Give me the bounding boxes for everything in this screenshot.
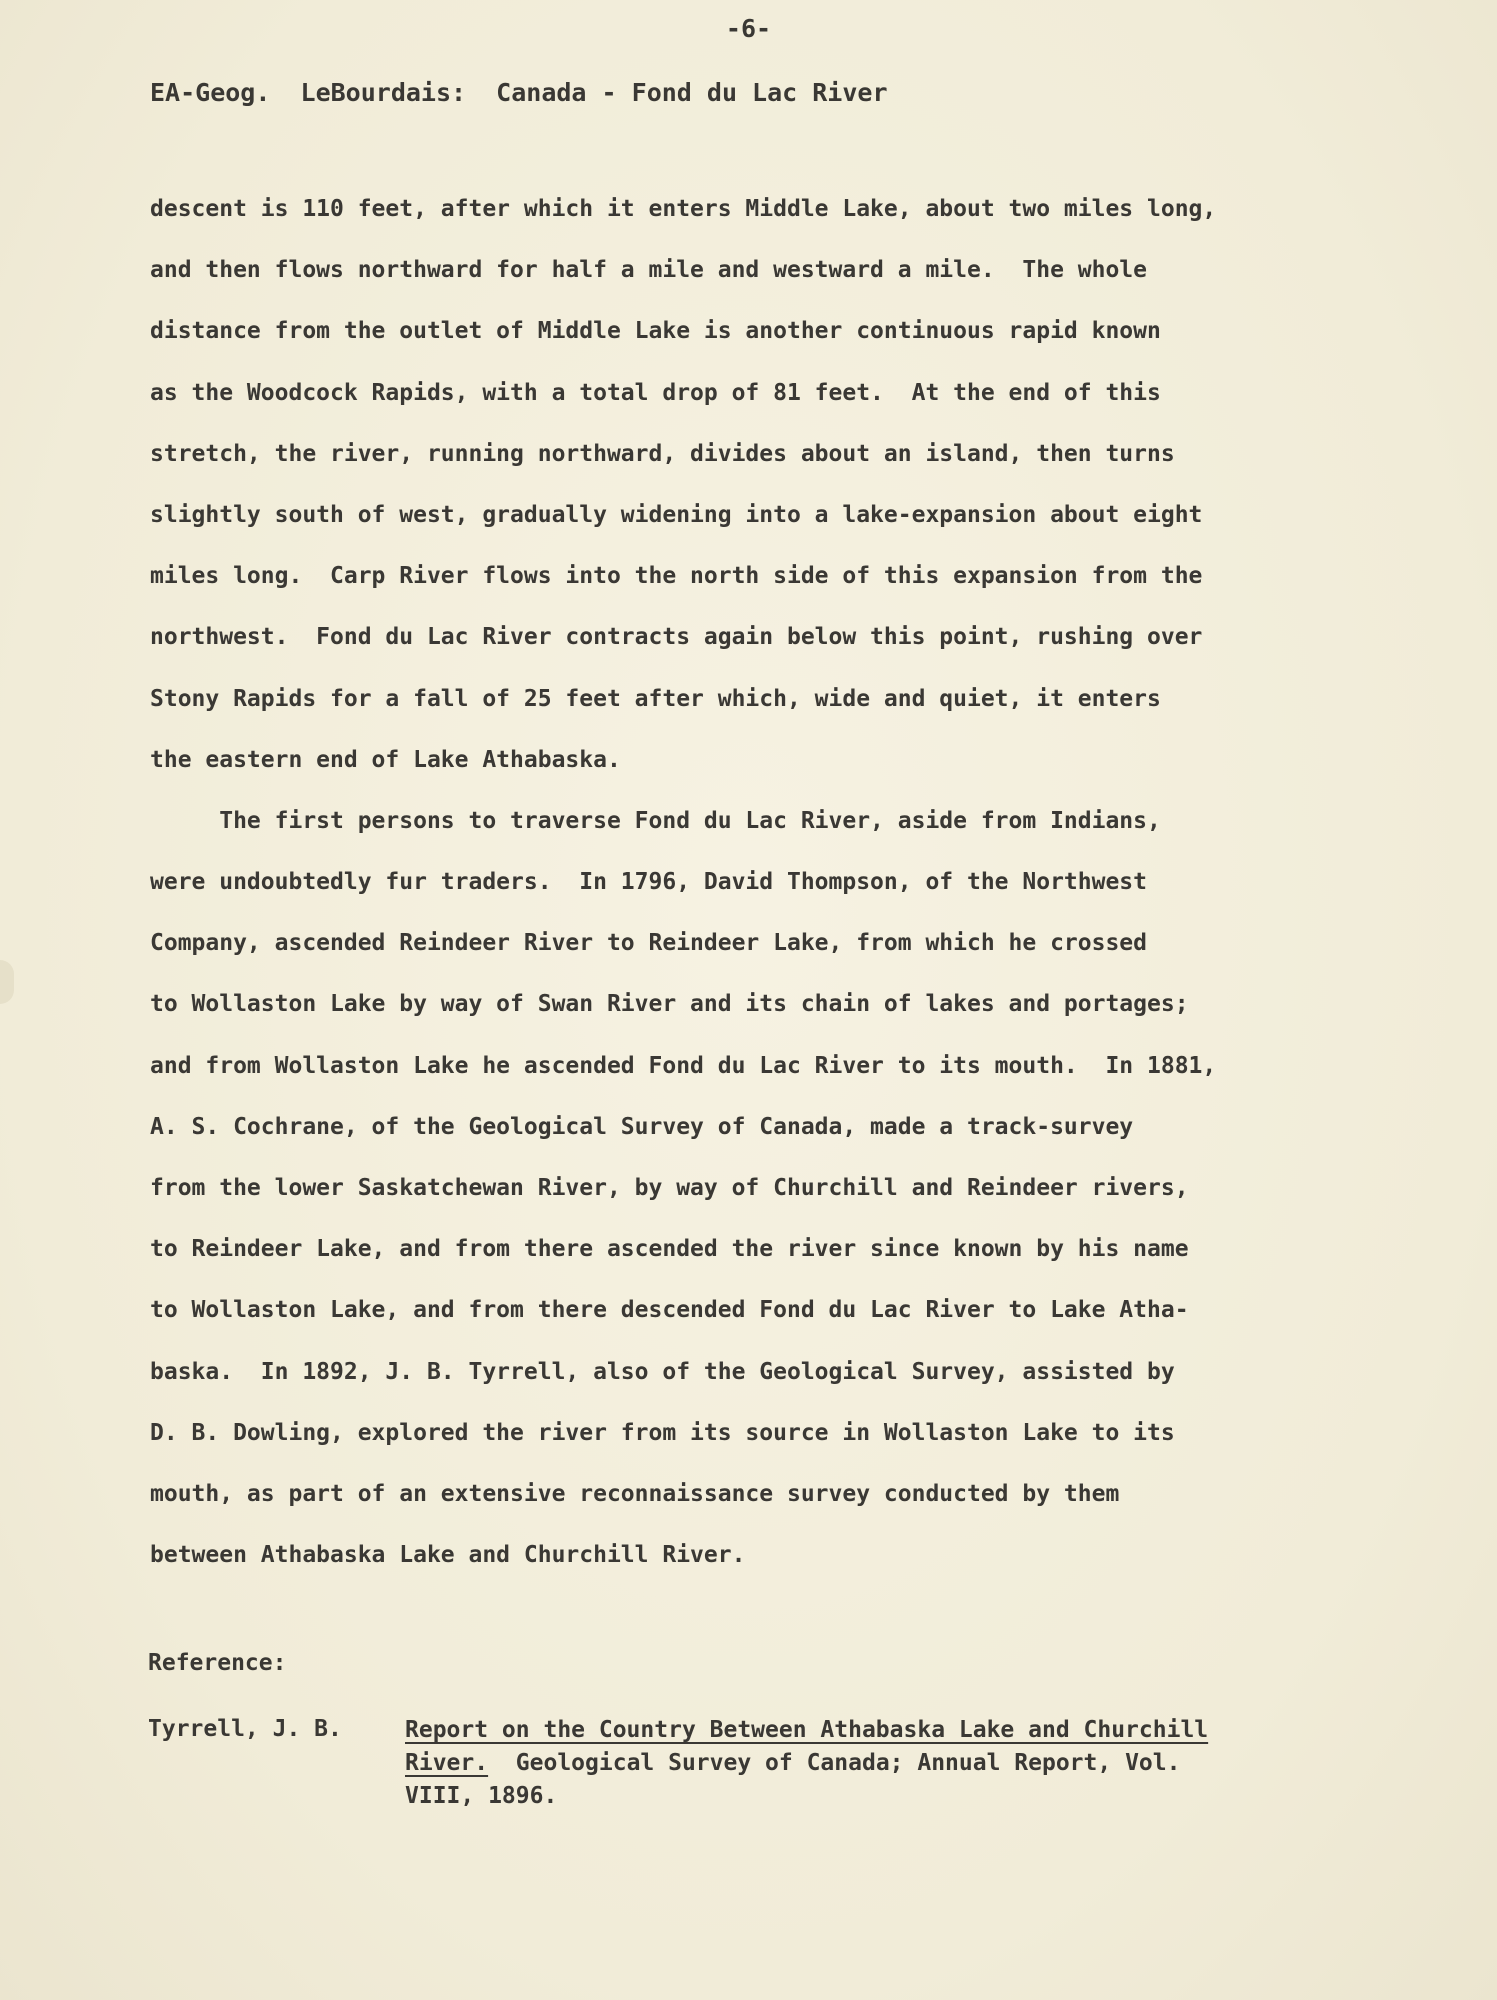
page-number: -6- bbox=[725, 14, 772, 43]
body-line: D. B. Dowling, explored the river from its source in Wollaston Lake to its bbox=[150, 1419, 1175, 1446]
reference-citation bbox=[405, 1714, 1208, 1813]
body-line: slightly south of west, gradually widening into a lake-expansion about eight bbox=[150, 501, 1203, 528]
body-line: mouth, as part of an extensive reconnaissance survey conducted by them bbox=[150, 1480, 1120, 1507]
body-line: to Wollaston Lake by way of Swan River and its chain of lakes and portages; bbox=[150, 991, 1189, 1018]
body-line: the eastern end of Lake Athabaska. bbox=[150, 746, 621, 773]
body-line: descent is 110 feet, after which it enters Middle Lake, about two miles long, bbox=[150, 196, 1217, 222]
reference-source: Geological Survey of Canada; Annual Report, Vol. bbox=[488, 1750, 1181, 1776]
body-line: Stony Rapids for a fall of 25 feet after which, wide and quiet, it enters bbox=[150, 685, 1161, 712]
body-line: The first persons to traverse Fond du Lac River, aside from Indians, bbox=[150, 807, 1161, 834]
body-line: and from Wollaston Lake he ascended Fond du Lac River to its mouth. In 1881, bbox=[150, 1052, 1217, 1079]
body-line: from the lower Saskatchewan River, by way of Churchill and Reindeer rivers, bbox=[150, 1175, 1189, 1201]
body-line: between Athabaska Lake and Churchill River. bbox=[150, 1542, 746, 1569]
body-line: as the Woodcock Rapids, with a total drop of 81 feet. At the end of this bbox=[150, 379, 1161, 406]
body-line: were undoubtedly fur traders. In 1796, David Thompson, of the Northwest bbox=[150, 869, 1147, 896]
body-line: A. S. Cochrane, of the Geological Survey of Canada, made a track-survey bbox=[150, 1113, 1134, 1140]
reference-title-line-1: Report on the Country Between Athabaska Lake and Churchill bbox=[405, 1717, 1209, 1743]
reference-label: Reference: bbox=[148, 1650, 287, 1676]
body-line: distance from the outlet of Middle Lake is another continuous rapid known bbox=[150, 318, 1161, 345]
reference-title-line-2: River. bbox=[405, 1750, 489, 1776]
body-line: baska. In 1892, J. B. Tyrrell, also of the Geological Survey, assisted by bbox=[150, 1358, 1175, 1385]
body-line: Company, ascended Reindeer River to Reindeer Lake, from which he crossed bbox=[150, 930, 1147, 957]
paper-edge-mark bbox=[0, 960, 14, 1004]
document-header: EA-Geog. LeBourdais: Canada - Fond du Lac River bbox=[150, 78, 888, 107]
body-line: to Reindeer Lake, and from there ascended the river since known by his name bbox=[150, 1236, 1189, 1263]
body-line: to Wollaston Lake, and from there descended Fond du Lac River to Lake Atha- bbox=[150, 1297, 1189, 1324]
reference-author: Tyrrell, J. B. bbox=[148, 1716, 342, 1742]
body-line: and then flows northward for half a mile and westward a mile. The whole bbox=[150, 257, 1147, 284]
body-line: stretch, the river, running northward, divides about an island, then turns bbox=[150, 440, 1175, 467]
body-line: miles long. Carp River flows into the north side of this expansion from the bbox=[150, 563, 1203, 590]
reference-volume: VIII, 1896. bbox=[405, 1783, 558, 1809]
body-text bbox=[150, 197, 1216, 1604]
body-line: northwest. Fond du Lac River contracts again below this point, rushing over bbox=[150, 624, 1203, 651]
